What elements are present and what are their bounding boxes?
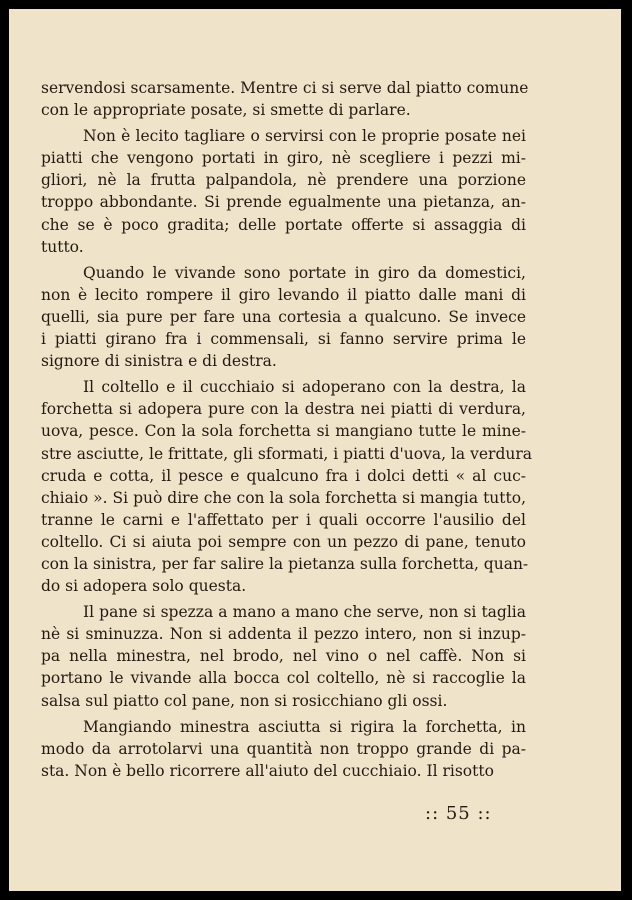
text-line: non è lecito rompere il giro levando il piatto dalle mani di xyxy=(41,285,526,304)
text-line: modo da arrotolarvi una quantità non troppo grande di pa- xyxy=(41,739,526,758)
text-line: i piatti girano fra i commensali, si fanno servire prima le xyxy=(41,330,526,349)
text-line: nè si sminuzza. Non si addenta il pezzo intero, non si inzup- xyxy=(41,625,526,644)
text-line: cruda e cotta, il pesce e qualcuno fra i dolci detti « al cuc- xyxy=(41,466,526,485)
text-line: Il coltello e il cucchiaio si adoperano con la destra, la xyxy=(83,378,526,397)
text-line: servendosi scarsamente. Mentre ci si serve dal piatto comune xyxy=(41,79,529,97)
text-line: coltello. Ci si aiuta poi sempre con un pezzo di pane, tenuto xyxy=(41,532,526,551)
paragraph xyxy=(41,125,526,258)
text-line: gliori, nè la frutta palpandola, nè prendere una porzione xyxy=(41,171,526,190)
text-line: con le appropriate posate, si smette di parlare. xyxy=(41,101,411,120)
text-line: che se è poco gradita; delle portate offerte si assaggia di xyxy=(41,215,526,234)
text-line: quelli, sia pure per fare una cortesia a qualcuno. Se invece xyxy=(41,307,526,326)
text-line: tranne le carni e l'affettato per i quali occorre l'ausilio del xyxy=(41,510,526,529)
text-line: Il pane si spezza a mano a mano che serve, non si taglia xyxy=(83,603,526,622)
paragraph xyxy=(41,262,526,372)
body-text xyxy=(41,77,532,786)
text-line: forchetta si adopera pure con la destra nei piatti di verdura, xyxy=(41,400,526,419)
paragraph xyxy=(41,601,526,711)
paragraph xyxy=(41,376,532,597)
text-line: tutto. xyxy=(41,237,84,256)
text-line: chiaio ». Si può dire che con la sola forchetta si mangia tutto, xyxy=(41,488,526,507)
text-line: pa nella minestra, nel brodo, nel vino o nel caffè. Non si xyxy=(41,647,526,666)
text-line: troppo abbondante. Si prende egualmente una pietanza, an- xyxy=(41,193,526,212)
paragraph xyxy=(41,716,526,782)
text-line: sta. Non è bello ricorrere all'aiuto del cucchiaio. Il risotto xyxy=(41,761,494,780)
text-line: portano le vivande alla bocca col coltello, nè si raccoglie la xyxy=(41,669,526,688)
text-line: stre asciutte, le frittate, gli sformati, i piatti d'uova, la verdura xyxy=(41,444,532,463)
text-line: signore di sinistra e di destra. xyxy=(41,352,277,371)
text-line: piatti che vengono portati in giro, nè scegliere i pezzi mi- xyxy=(41,149,526,168)
paragraph xyxy=(41,77,529,121)
text-line: Mangiando minestra asciutta si rigira la forchetta, in xyxy=(83,717,526,736)
page-number: :: 55 :: xyxy=(425,803,492,824)
book-page xyxy=(9,9,621,891)
text-line: salsa sul piatto col pane, non si rosicchiano gli ossi. xyxy=(41,691,448,710)
text-line: do si adopera solo questa. xyxy=(41,577,247,596)
text-line: Quando le vivande sono portate in giro da domestici, xyxy=(83,263,526,282)
text-line: uova, pesce. Con la sola forchetta si mangiano tutte le mine- xyxy=(41,422,526,441)
text-line: con la sinistra, per far salire la pietanza sulla forchetta, quan- xyxy=(41,554,529,573)
text-line: Non è lecito tagliare o servirsi con le proprie posate nei xyxy=(83,127,526,146)
